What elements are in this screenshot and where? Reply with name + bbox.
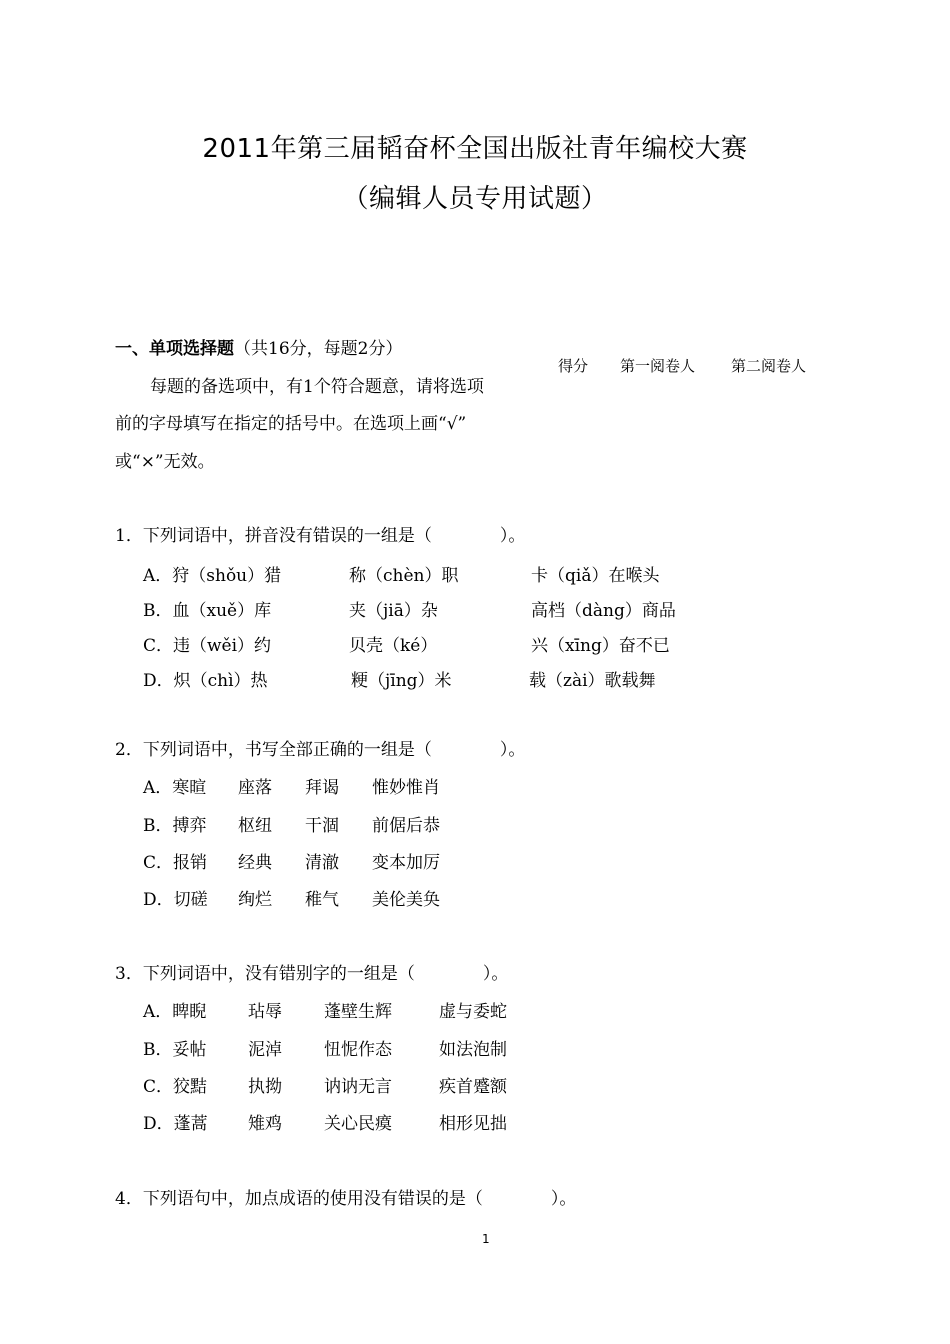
option-d-item: 关心民瘼 (324, 1114, 392, 1134)
option-b-item: 干涸 (305, 816, 339, 836)
option-b: B．血（xuě）库 (143, 601, 272, 621)
option-c: C．报销 (143, 853, 208, 873)
first-grader-header: 第一阅卷人 (620, 357, 696, 375)
option-a-item: 蓬壁生辉 (324, 1002, 392, 1022)
option-c-item: 贝壳（ké） (349, 636, 438, 656)
option-d-item: 相形见拙 (439, 1114, 507, 1134)
option-c: C．违（wěi）约 (143, 636, 272, 656)
option-d: D．炽（chì）热 (143, 671, 268, 691)
option-c-item: 清澈 (305, 853, 339, 873)
option-b-item: 如法泡制 (439, 1040, 507, 1060)
option-a-item: 座落 (238, 778, 272, 798)
instruction-line: 或“×”无效。 (115, 452, 215, 472)
option-d-item: 绚烂 (238, 890, 272, 910)
score-header: 得分 (558, 357, 589, 375)
option-a-item: 称（chèn）职 (349, 566, 459, 586)
option-b-item: 夹（jiā）杂 (349, 601, 438, 621)
option-c: C．狡黠 (143, 1077, 208, 1097)
option-c-item: 讷讷无言 (324, 1077, 392, 1097)
option-b-item: 忸怩作态 (324, 1040, 392, 1060)
option-c-item: 兴（xīng）奋不已 (531, 636, 670, 656)
option-d-item: 美伦美奂 (372, 890, 440, 910)
option-a-item: 惟妙惟肖 (372, 778, 440, 798)
second-grader-header: 第二阅卷人 (731, 357, 807, 375)
option-a: A．狩（shǒu）猎 (143, 566, 282, 586)
option-b-item: 前倨后恭 (372, 816, 440, 836)
option-d-item: 粳（jīng）米 (351, 671, 452, 691)
option-c-item: 执拗 (248, 1077, 282, 1097)
option-a-item: 玷辱 (248, 1002, 282, 1022)
option-b: B．搏弈 (143, 816, 207, 836)
section-heading-label: 一、单项选择题 (115, 339, 234, 359)
option-b-item: 高档（dàng）商品 (531, 601, 676, 621)
option-d-item: 稚气 (305, 890, 339, 910)
page-title: 2011年第三届韬奋杯全国出版社青年编校大赛 (202, 134, 748, 164)
option-a-item: 虚与委蛇 (439, 1002, 507, 1022)
question-4-stem: 4．下列语句中，加点成语的使用没有错误的是（ ）。 (115, 1189, 577, 1209)
instruction-line: 前的字母填写在指定的括号中。在选项上画“√” (115, 414, 467, 434)
section-heading (115, 334, 402, 359)
option-c-item: 变本加厉 (372, 853, 440, 873)
option-a-item: 卡（qiǎ）在喉头 (531, 566, 660, 586)
option-c-item: 经典 (238, 853, 272, 873)
option-b: B．妥帖 (143, 1040, 207, 1060)
option-b-item: 枢纽 (238, 816, 272, 836)
option-a: A．睥睨 (143, 1002, 207, 1022)
page-subtitle: （编辑人员专用试题） (342, 184, 608, 214)
page-number: 1 (482, 1232, 490, 1246)
option-d: D．蓬蒿 (143, 1114, 208, 1134)
option-d-item: 雉鸡 (248, 1114, 282, 1134)
section-heading-note: （共16分，每题2分） (234, 339, 403, 359)
option-a: A．寒暄 (143, 778, 207, 798)
question-1-stem: 1．下列词语中，拼音没有错误的一组是（ ）。 (115, 526, 526, 546)
option-c-item: 疾首蹙额 (439, 1077, 507, 1097)
question-2-stem: 2．下列词语中，书写全部正确的一组是（ ）。 (115, 740, 526, 760)
instruction-line: 每题的备选项中，有1个符合题意，请将选项 (150, 377, 484, 397)
question-3-stem: 3．下列词语中，没有错别字的一组是（ ）。 (115, 964, 509, 984)
option-d-item: 载（zài）歌载舞 (529, 671, 656, 691)
option-d: D．切磋 (143, 890, 208, 910)
option-b-item: 泥淖 (248, 1040, 282, 1060)
option-a-item: 拜谒 (305, 778, 339, 798)
